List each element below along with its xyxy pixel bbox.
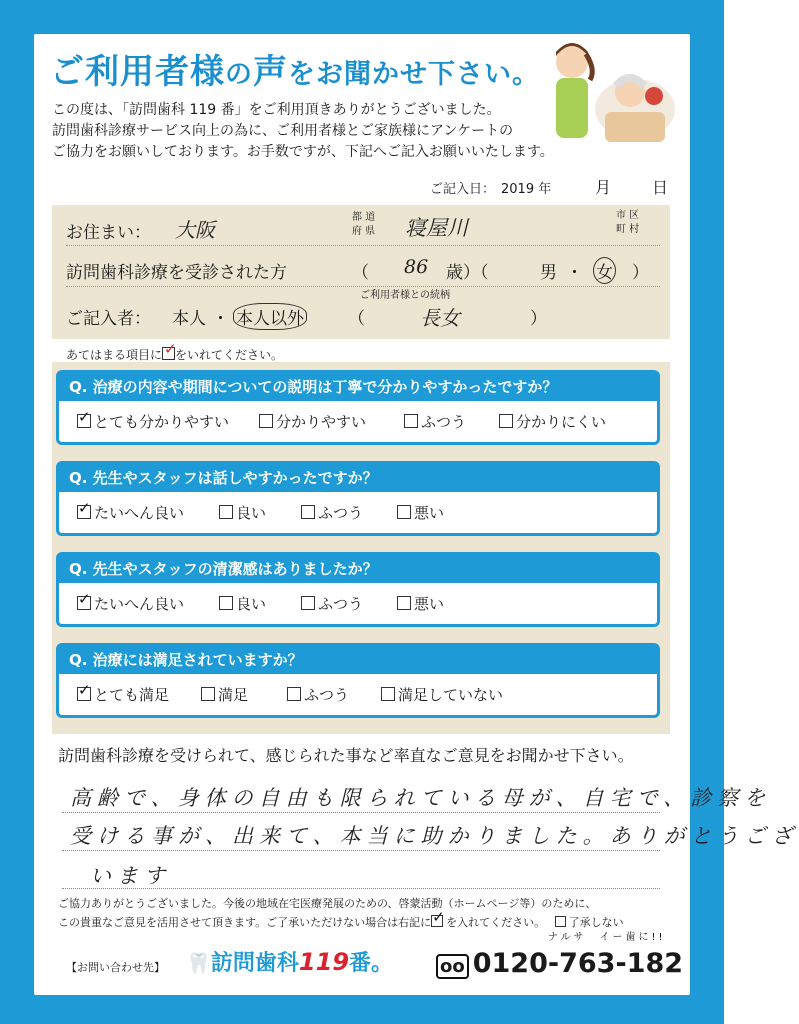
checkbox-icon[interactable] — [259, 414, 273, 428]
checkbox-icon[interactable] — [397, 505, 411, 519]
q2-option-2[interactable]: 良い — [219, 502, 266, 523]
writer-relation-close: ） — [530, 309, 547, 329]
q1-option-1[interactable]: ✓とても分かりやすい — [77, 411, 229, 432]
q2-option-1[interactable]: ✓たいへん良い — [77, 502, 184, 523]
q4-option-4[interactable]: 満足していない — [381, 684, 503, 705]
intro-text: この度は、「訪問歯科 119 番」をご利用頂きありがとうございました。 訪問歯科診療サービス向上の為に、ご利用者様とご家族様にアンケートの ご協力をお願いしております。お手数ですが、下記へご記入お願いいたします。 — [52, 102, 554, 160]
red-check-sample-icon — [162, 347, 175, 360]
comment-line-1[interactable]: 高齢で、身体の自由も限られている母が、自宅で、診察を — [70, 786, 772, 810]
patient-age-open: （ — [352, 263, 369, 283]
writer-label: ご記入者： — [66, 309, 151, 329]
q1-option-2[interactable]: 分かりやすい — [259, 411, 366, 432]
q3-option-2[interactable]: 良い — [219, 593, 266, 614]
checkbox-icon[interactable] — [301, 505, 315, 519]
writer-separator: ・ — [212, 309, 229, 329]
question-2-text: Q. 先生やスタッフは話しやすかったですか？ — [59, 464, 657, 492]
instruction-text: あてはまる項目に✓ をいれてください。 — [66, 346, 283, 363]
checkbox-icon[interactable] — [301, 596, 315, 610]
optout-checkbox[interactable] — [555, 916, 566, 927]
entry-date: ご記入日： 2019 年 月 日 — [430, 178, 669, 197]
question-1-text: Q. 治療の内容や期間についての説明は丁寧で分かりやすかったですか？ — [59, 373, 657, 401]
q2-option-4[interactable]: 悪い — [397, 502, 444, 523]
q3-option-1[interactable]: ✓たいへん良い — [77, 593, 184, 614]
writer-relation-open: （ — [348, 309, 365, 329]
checkbox-icon[interactable] — [201, 687, 215, 701]
checkbox-icon[interactable] — [287, 687, 301, 701]
checkbox-checked-icon[interactable] — [77, 687, 91, 701]
question-card-1 — [56, 370, 660, 445]
checkbox-checked-icon[interactable] — [77, 414, 91, 428]
checkbox-icon[interactable] — [404, 414, 418, 428]
caregiver-illustration-icon — [530, 34, 680, 154]
address-city-value[interactable]: 大阪 — [175, 218, 215, 242]
optout-label: 了承しない — [568, 916, 624, 929]
writer-self-option[interactable]: 本人 — [172, 309, 206, 329]
footer-consent-line: この貴重なご意見を活用させて頂きます。ご了承いただけない場合は右記に✓ を入れてください。 了承しない — [58, 914, 624, 931]
q4-option-3[interactable]: ふつう — [287, 684, 349, 705]
muni-label-bottom: 町 村 — [616, 224, 640, 235]
comment-rule-1 — [62, 812, 660, 813]
patient-age-unit: 歳）（ — [446, 263, 489, 283]
patient-age-value[interactable]: 86 — [404, 256, 429, 278]
freedial-icon: oo — [436, 954, 469, 979]
patient-gender-separator: ・ — [566, 263, 583, 283]
comment-line-2[interactable]: 受ける事が、出来て、本当に助かりました。ありがとうござ — [70, 824, 799, 848]
checkbox-icon[interactable] — [219, 505, 233, 519]
address-town-value[interactable]: 寝屋川 — [405, 216, 468, 240]
phone-number[interactable]: oo 0120-763-182 — [436, 948, 683, 979]
checkbox-checked-icon[interactable] — [77, 505, 91, 519]
patient-female-option[interactable]: 女 — [594, 258, 615, 283]
address-label: お住まい： — [66, 223, 151, 243]
q3-option-4[interactable]: 悪い — [397, 593, 444, 614]
question-card-4 — [56, 643, 660, 718]
q1-option-4[interactable]: 分かりにくい — [499, 411, 606, 432]
divider — [66, 245, 660, 246]
contact-label: 【お問い合わせ先】 — [66, 961, 165, 974]
checkbox-icon[interactable] — [499, 414, 513, 428]
writer-relation-value[interactable]: 長女 — [420, 306, 460, 330]
pref-label-top: 都 道 — [352, 212, 376, 223]
divider — [66, 286, 660, 287]
footer-thanks-line: ご協力ありがとうございました。今後の地域在宅医療発展のための、啓蒙活動（ホームページ等）のために、 — [58, 897, 597, 910]
check-sample-icon — [431, 915, 443, 927]
checkbox-icon[interactable] — [219, 596, 233, 610]
comment-heading: 訪問歯科診療を受けられて、感じられた事など率直なご意見をお聞かせ下さい。 — [58, 746, 634, 765]
mascot-icon: 🦷 — [186, 951, 211, 975]
comment-rule-2 — [62, 850, 660, 851]
question-4-text: Q. 治療には満足されていますか？ — [59, 646, 657, 674]
checkbox-icon[interactable] — [397, 596, 411, 610]
phone-kana: ナルサ イー歯に!! — [548, 932, 666, 943]
q3-option-3[interactable]: ふつう — [301, 593, 363, 614]
muni-label-top: 市 区 — [616, 210, 640, 221]
writer-other-option[interactable]: 本人以外 — [234, 304, 306, 329]
question-card-2 — [56, 461, 660, 536]
patient-label: 訪問歯科診療を受診された方 — [66, 263, 287, 283]
comment-line-3[interactable]: います — [90, 864, 171, 888]
checkbox-icon[interactable] — [381, 687, 395, 701]
relation-note: ご利用者様との続柄 — [360, 290, 450, 301]
q4-option-2[interactable]: 満足 — [201, 684, 248, 705]
q2-option-3[interactable]: ふつう — [301, 502, 363, 523]
question-card-3 — [56, 552, 660, 627]
question-3-text: Q. 先生やスタッフの清潔感はありましたか？ — [59, 555, 657, 583]
q1-option-3[interactable]: ふつう — [404, 411, 466, 432]
checkbox-checked-icon[interactable] — [77, 596, 91, 610]
comment-rule-3 — [62, 888, 660, 889]
q4-option-1[interactable]: ✓とても満足 — [77, 684, 169, 705]
brand-logo: 🦷訪問歯科119番。 — [186, 948, 394, 976]
page-title: ご利用者様の声をお聞かせ下さい。 — [50, 52, 540, 92]
pref-label-bottom: 府 県 — [352, 226, 376, 237]
patient-close: ） — [632, 263, 649, 283]
patient-male-option[interactable]: 男 — [540, 263, 557, 283]
